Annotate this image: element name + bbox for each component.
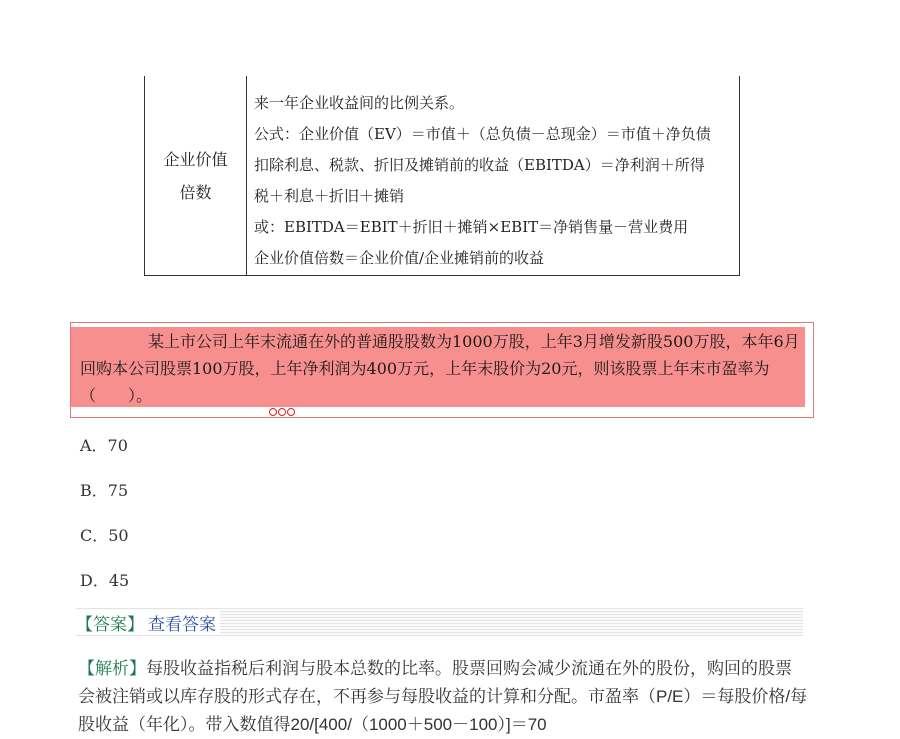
term-line-1: 企业价值 [163,149,228,169]
description-cell [247,76,739,275]
option-c[interactable]: C．50 [80,526,129,545]
question-box[interactable] [70,322,814,418]
desc-line: 企业价值倍数＝企业价值/企业摊销前的收益 [254,249,545,267]
desc-line: 税＋利息＋折旧＋摊销 [254,187,405,205]
answer-row [76,608,803,636]
option-d[interactable]: D．45 [80,571,130,590]
analysis-tag: 【解析】 [78,659,146,678]
desc-line: 来一年企业收益间的比例关系。 [254,94,465,112]
question-text[interactable]: 某上市公司上年末流通在外的普通股股数为1000万股，上年3月增发新股500万股，本年6月回购本公司股票100万股，上年净利润为400万元，上年末股价为20元，则该股票上年末市盈率为（ ）。 [80,332,800,405]
option-b[interactable]: B．75 [80,481,129,500]
desc-line: 扣除利息、税款、折旧及摊销前的收益（EBITDA）＝净利润＋所得 [254,156,705,174]
desc-line: 或：EBITDA＝EBIT＋折旧＋摊销×EBIT＝净销售量－营业费用 [254,218,689,236]
definition-table [144,76,740,276]
option-a[interactable]: A．70 [80,436,128,455]
more-options-icon[interactable] [269,408,295,416]
analysis-paragraph [78,655,808,739]
view-answer-link[interactable]: 查看答案 [148,610,220,635]
answer-tag: 【答案】 [76,610,148,635]
analysis-text: 每股收益指税后利润与股本总数的比率。股票回购会减少流通在外的股份，购回的股票会被注销或以库存股的形式存在，不再参与每股收益的计算和分配。市盈率（P/E）＝每股价格/每股收益（年化）。带入数值得20/[400/（1000＋500－100）]＝70 [78,659,808,734]
term-cell [145,76,247,275]
term-line-2: 倍数 [179,182,212,202]
desc-line: 公式：企业价值（EV）＝市值＋（总负债－总现金）＝市值＋净负债 [254,125,711,143]
